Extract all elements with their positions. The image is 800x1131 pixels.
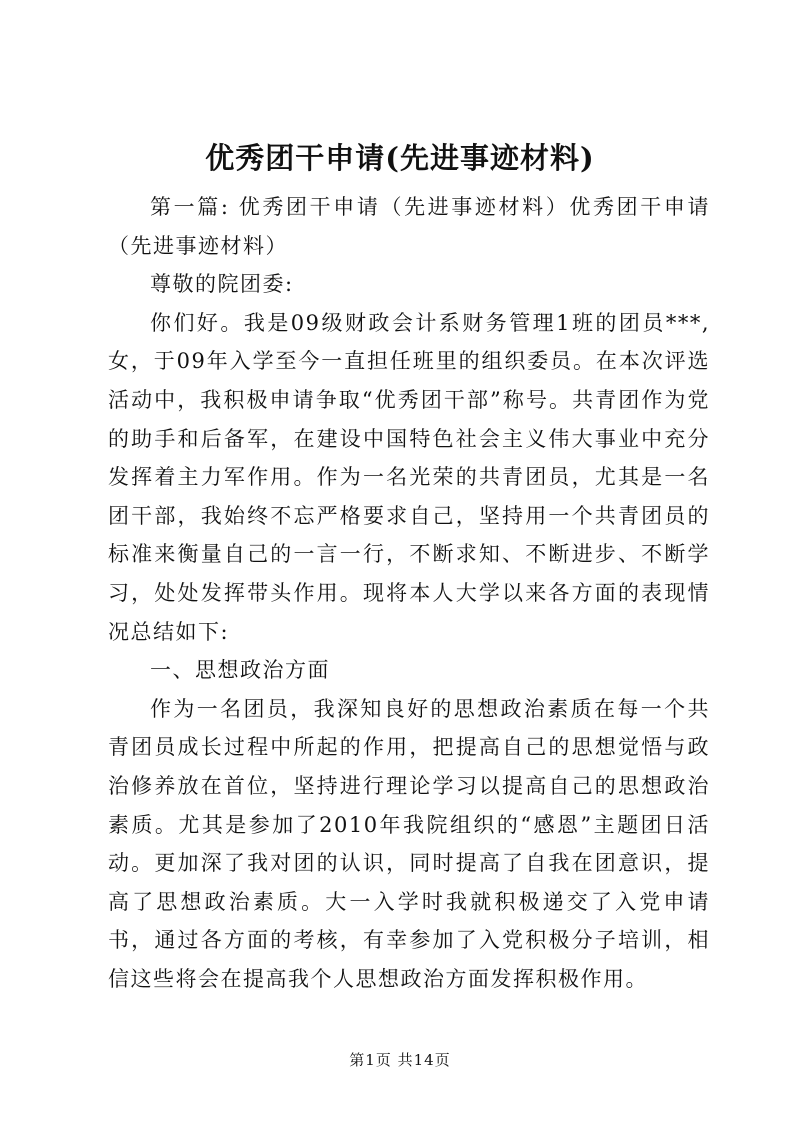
document-body bbox=[108, 188, 710, 998]
paragraph-introduction: 你们好。我是09级财政会计系财务管理1班的团员***,女，于09年入学至今一直担任班里的组织委员。在本次评选活动中，我积极申请争取“优秀团干部”称号。共青团作为党的助手和后备军，在建设中国特色社会主义伟大事业中充分发挥着主力军作用。作为一名光荣的共青团员，尤其是一名团干部，我始终不忘严格要求自己，坚持用一个共青团员的标准来衡量自己的一言一行，不断求知、不断进步、不断学习，处处发挥带头作用。现将本人大学以来各方面的表现情况总结如下: bbox=[108, 310, 710, 644]
section-heading-ideology-politics: 一、思想政治方面 bbox=[150, 658, 330, 683]
paragraph-ideology-politics: 作为一名团员，我深知良好的思想政治素质在每一个共青团员成长过程中所起的作用，把提高自己的思想觉悟与政治修养放在首位，坚持进行理论学习以提高自己的思想政治素质。尤其是参加了2010年我院组织的“感恩”主题团日活动。更加深了我对团的认识，同时提高了自我在团意识，提高了思想政治素质。大一入学时我就积极递交了入党申请书，通过各方面的考核，有幸参加了入党积极分子培训，相信这些将会在提高我个人思想政治方面发挥积极作用。 bbox=[108, 696, 710, 991]
paragraph-heading-first-article: 第一篇: 优秀团干申请（先进事迹材料）优秀团干申请（先进事迹材料） bbox=[108, 195, 710, 258]
page-number-footer: 第1页 共14页 bbox=[349, 1051, 451, 1069]
paragraph-salutation: 尊敬的院团委: bbox=[150, 272, 294, 297]
document-title: 优秀团干申请(先进事迹材料) bbox=[205, 141, 595, 175]
